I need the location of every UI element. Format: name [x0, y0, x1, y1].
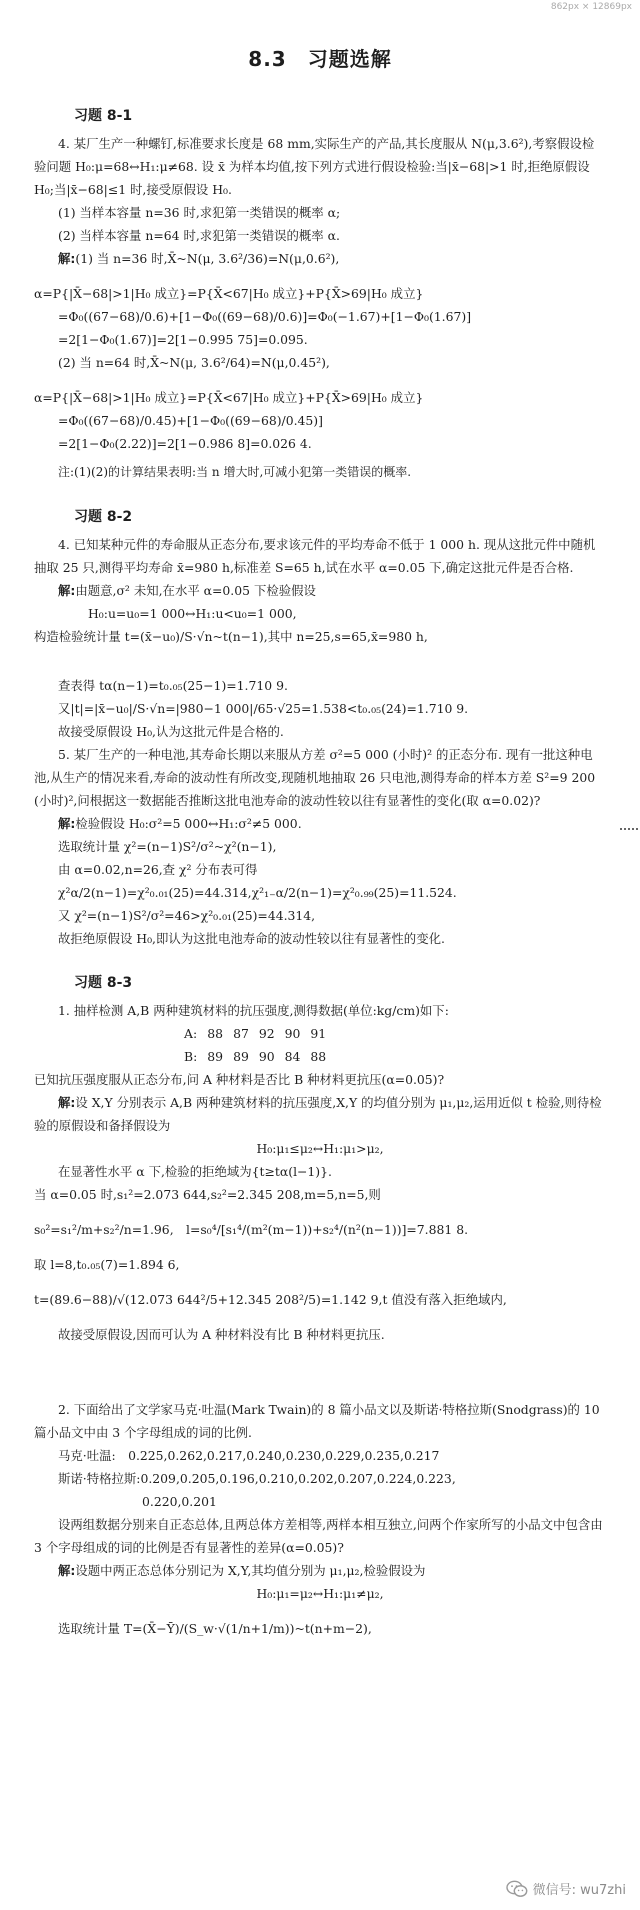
problem-8-2-4: 4. 已知某种元件的寿命服从正态分布,要求该元件的平均寿命不低于 1 000 h. 现从这批元件中随机抽取 25 只,测得平均寿命 x̄=980 h,标准差 S=65 h,试在水平 α=0.05 下,确定这批元件是否合格. — [34, 537, 596, 575]
document-page — [34, 38, 606, 1640]
hypothesis: H₀:μ₁=μ₂↔H₁:μ₁≠μ₂, — [256, 1586, 384, 1601]
problem-8-1-4: 4. 某厂生产一种螺钉,标准要求长度是 68 mm,实际生产的产品,其长度服从 N(μ,3.6²),考察假设检验问题 H₀:μ=68↔H₁:μ≠68. 设 x̄ 为样本均值,按下列方式进行假设检验:当|x̄−68|>1 时,拒绝原假设 H₀;当|x̄−68|≤1 时,接受原假设 H₀. — [34, 136, 595, 197]
table-row — [184, 1045, 336, 1068]
section-heading-8-2: 习题 8-2 — [74, 509, 133, 525]
page-title: 8.3 习题选解 — [248, 47, 392, 71]
solution-line — [58, 1559, 606, 1582]
solution-text: (2) 当 n=64 时,X̄~N(μ, 3.6²/64)=N(μ,0.45²), — [58, 355, 330, 370]
problem-question: 设两组数据分别来自正态总体,且两总体方差相等,两样本相互独立,问两个作家所写的小品文中包含由 3 个字母组成的词的比例是否有显著性的差异(α=0.05)? — [34, 1517, 603, 1555]
equation-line: =Φ₀((67−68)/0.45)+[1−Φ₀((69−68)/0.45)] — [58, 413, 323, 428]
solution-label: 解: — [58, 583, 76, 598]
problem-8-3-1: 1. 抽样检测 A,B 两种建筑材料的抗压强度,测得数据(单位:kg/cm)如下: — [58, 1003, 449, 1018]
equation-line: 选取统计量 χ²=(n−1)S²/σ²~χ²(n−1), — [58, 839, 277, 854]
problem-8-3-2: 2. 下面给出了文学家马克·吐温(Mark Twain)的 8 篇小品文以及斯诺·特格拉斯(Snodgrass)的 10 篇小品文中由 3 个字母组成的词的比例. — [34, 1402, 600, 1440]
equation-line: =Φ₀((67−68)/0.6)+[1−Φ₀((69−68)/0.6)]=Φ₀(−1.67)+[1−Φ₀(1.67)] — [58, 309, 472, 324]
solution-label: 解: — [58, 816, 76, 831]
equation-line: χ²α/2(n−1)=χ²₀.₀₁(25)=44.314,χ²₁₋α/2(n−1)=χ²₀.₉₉(25)=11.524. — [58, 885, 457, 900]
equation-line: α=P{|X̄−68|>1|H₀ 成立}=P{X̄<67|H₀ 成立}+P{X̄>69|H₀ 成立} — [34, 286, 424, 301]
solution-text: 检验假设 H₀:σ²=5 000↔H₁:σ²≠5 000. — [75, 816, 302, 831]
table-cell: 91 — [310, 1026, 327, 1041]
table-cell: 84 — [284, 1049, 301, 1064]
note: 注:(1)(2)的计算结果表明:当 n 增大时,可减小犯第一类错误的概率. — [58, 465, 412, 479]
solution-text: (1) 当 n=36 时,X̄~N(μ, 3.6²/36)=N(μ,0.6²), — [75, 251, 340, 266]
equation-line: 在显著性水平 α 下,检验的拒绝域为{t≥tα(l−1)}. — [58, 1164, 332, 1179]
table-cell: A: — [184, 1026, 198, 1041]
table-cell: 88 — [310, 1049, 327, 1064]
equation-line: 构造检验统计量 t=(x̄−u₀)/S·√n~t(n−1),其中 n=25,s=65,x̄=980 h, — [34, 629, 428, 644]
image-dimensions: 862px × 12869px — [550, 2, 632, 12]
solution-line — [58, 579, 606, 602]
solution-label: 解: — [58, 1095, 76, 1110]
equation-line: 又|t|=|x̄−u₀|/S·√n=|980−1 000|/65·√25=1.538<t₀.₀₅(24)=1.710 9. — [58, 701, 469, 716]
equation-line: 取 l=8,t₀.₀₅(7)=1.894 6, — [34, 1257, 180, 1272]
watermark-text: 微信号: wu7zhi — [532, 1883, 626, 1898]
equation-line: 又 χ²=(n−1)S²/σ²=46>χ²₀.₀₁(25)=44.314, — [58, 908, 316, 923]
section-heading-8-3: 习题 8-3 — [74, 975, 133, 991]
solution-line — [58, 812, 606, 835]
table-cell: 92 — [258, 1026, 275, 1041]
table-cell: 88 — [207, 1026, 224, 1041]
wechat-icon — [506, 1880, 528, 1898]
question-1: (1) 当样本容量 n=36 时,求犯第一类错误的概率 α; — [58, 205, 341, 220]
solution-label: 解: — [58, 251, 76, 266]
equation-line: s₀²=s₁²/m+s₂²/n=1.96, l=s₀⁴/[s₁⁴/(m²(m−1))+s₂⁴/(n²(n−1))]=7.881 8. — [34, 1222, 469, 1237]
data-label: 马克·吐温: — [58, 1448, 116, 1463]
table-cell: 89 — [207, 1049, 224, 1064]
hypothesis: H₀:μ₁≤μ₂↔H₁:μ₁>μ₂, — [256, 1141, 384, 1156]
problem-8-2-5: 5. 某厂生产的一种电池,其寿命长期以来服从方差 σ²=5 000 (小时)² 的正态分布. 现有一批这种电池,从生产的情况来看,寿命的波动性有所改变,现随机地抽取 26 只电池,测得寿命的样本方差 S²=9 200 (小时)²,问根据这一数据能否推断这批电池寿命的波动性较以往有显著性的变化(取 α=0.02)? — [34, 747, 596, 808]
margin-dash — [620, 828, 638, 830]
solution-text: 设题中两正态总体分别记为 X,Y,其均值分别为 μ₁,μ₂,检验假设为 — [75, 1563, 426, 1578]
solution-label: 解: — [58, 1563, 76, 1578]
solution-line — [58, 247, 606, 270]
hypothesis: H₀:u=u₀=1 000↔H₁:u<u₀=1 000, — [88, 606, 297, 621]
data-table — [184, 1022, 336, 1068]
data-values: 0.209,0.205,0.196,0.210,0.202,0.207,0.224,0.223, — [140, 1471, 456, 1486]
table-cell: B: — [184, 1049, 198, 1064]
question-2: (2) 当样本容量 n=64 时,求犯第一类错误的概率 α. — [58, 228, 340, 243]
equation-line: 由 α=0.02,n=26,查 χ² 分布表可得 — [58, 862, 258, 877]
table-cell: 87 — [233, 1026, 249, 1041]
data-row-snodgrass — [58, 1467, 606, 1490]
conclusion: 故拒绝原假设 H₀,即认为这批电池寿命的波动性较以往有显著性的变化. — [58, 931, 445, 946]
data-label: 斯诺·特格拉斯: — [58, 1471, 141, 1486]
equation-line: =2[1−Φ₀(1.67)]=2[1−0.995 75]=0.095. — [58, 332, 308, 347]
equation-line: 当 α=0.05 时,s₁²=2.073 644,s₂²=2.345 208,m=5,n=5,则 — [34, 1187, 381, 1202]
section-heading-8-1: 习题 8-1 — [74, 108, 133, 124]
solution-text: 设 X,Y 分别表示 A,B 两种建筑材料的抗压强度,X,Y 的均值分别为 μ₁,μ₂,运用近似 t 检验,则待检验的原假设和备择假设为 — [34, 1095, 602, 1133]
data-values: 0.225,0.262,0.217,0.240,0.230,0.229,0.235,0.217 — [128, 1448, 440, 1463]
equation-line: 选取统计量 T=(X̄−Ȳ)/(S_w·√(1/n+1/m))~t(n+m−2), — [58, 1621, 372, 1636]
equation-line: 查表得 tα(n−1)=t₀.₀₅(25−1)=1.710 9. — [58, 678, 288, 693]
equation-line: =2[1−Φ₀(2.22)]=2[1−0.986 8]=0.026 4. — [58, 436, 312, 451]
problem-question: 已知抗压强度服从正态分布,问 A 种材料是否比 B 种材料更抗压(α=0.05)? — [34, 1072, 445, 1087]
table-row — [184, 1022, 336, 1045]
data-row-snodgrass-cont: 0.220,0.201 — [142, 1494, 217, 1509]
solution-line — [34, 1091, 606, 1137]
equation-line: t=(89.6−88)/√(12.073 644²/5+12.345 208²/5)=1.142 9,t 值没有落入拒绝域内, — [34, 1292, 507, 1307]
table-cell: 89 — [233, 1049, 249, 1064]
conclusion: 故接受原假设 H₀,认为这批元件是合格的. — [58, 724, 284, 739]
solution-text: 由题意,σ² 未知,在水平 α=0.05 下检验假设 — [75, 583, 316, 598]
watermark — [506, 1879, 626, 1898]
data-row-twain — [58, 1444, 606, 1467]
conclusion: 故接受原假设,因而可认为 A 种材料没有比 B 种材料更抗压. — [58, 1327, 385, 1342]
table-cell: 90 — [284, 1026, 301, 1041]
equation-line: α=P{|X̄−68|>1|H₀ 成立}=P{X̄<67|H₀ 成立}+P{X̄>69|H₀ 成立} — [34, 390, 424, 405]
table-cell: 90 — [258, 1049, 275, 1064]
